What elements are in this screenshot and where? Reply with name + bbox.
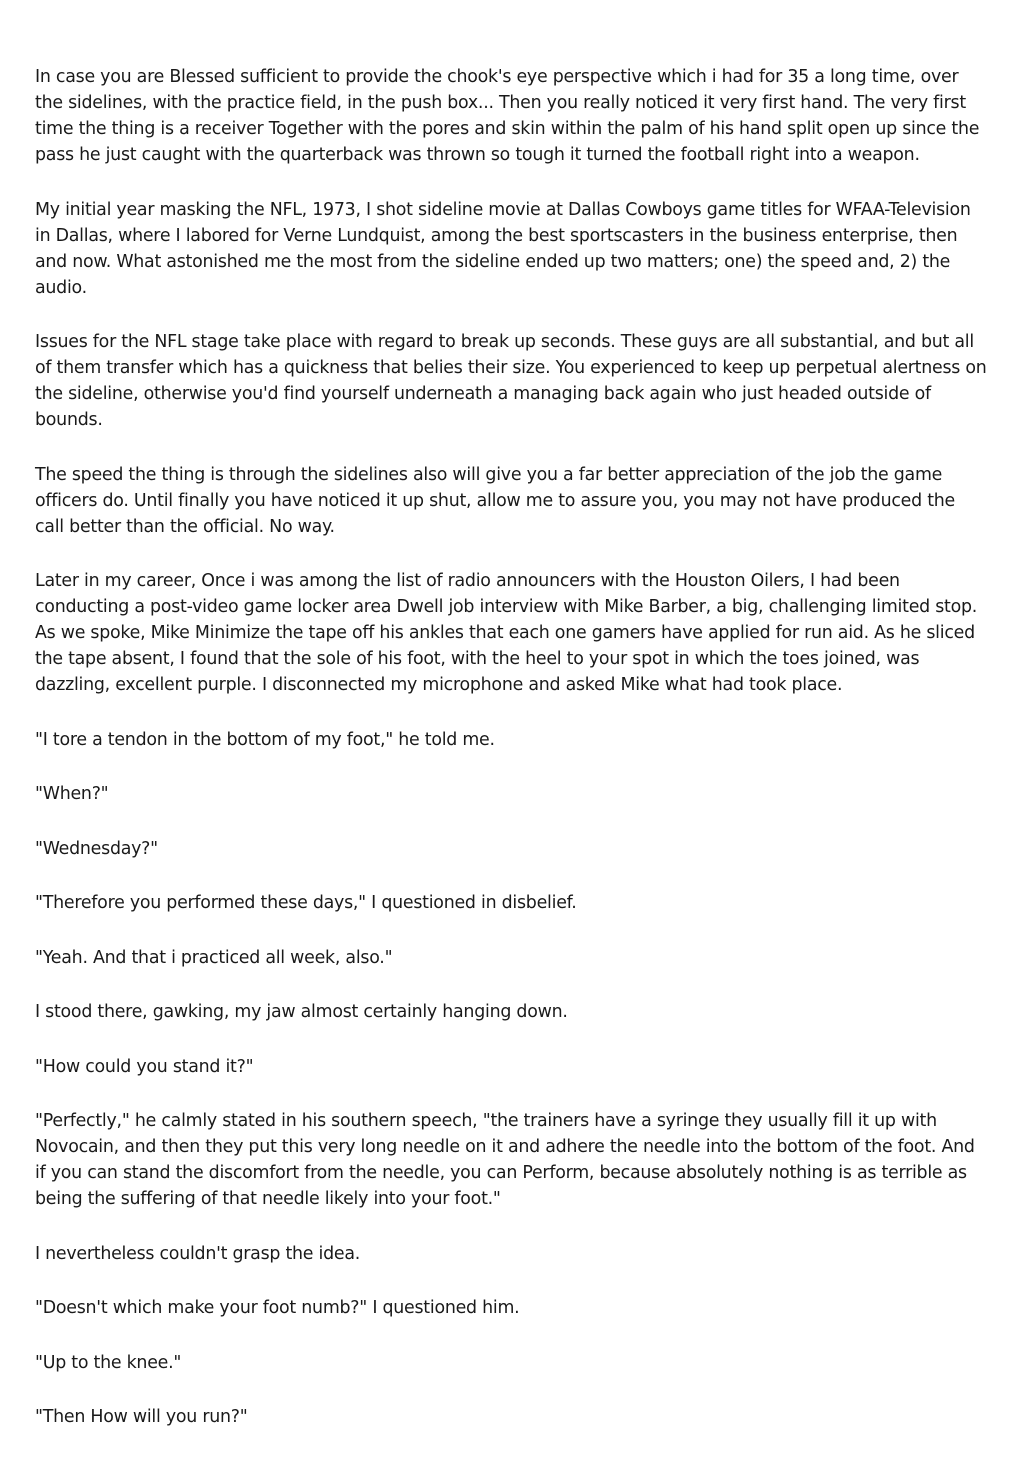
paragraph-2: My initial year masking the NFL, 1973, I shot sideline movie at Dallas Cowboys game titles for WFAA-Television in Dallas, where I labored for Verne Lundquist, among the best sportscasters in the business enterprise, then and now. What astonished me the most from the sideline ended up two matters; one) the speed and, 2) the audio. bbox=[35, 199, 971, 298]
paragraph-15: "Doesn't which make your foot numb?" I questioned him. bbox=[35, 1298, 520, 1318]
paragraph-14: I nevertheless couldn't grasp the idea. bbox=[35, 1243, 361, 1264]
paragraph-12: "How could you stand it?" bbox=[35, 1056, 254, 1077]
paragraph-16: "Up to the knee." bbox=[35, 1352, 182, 1373]
paragraph-9: "Therefore you performed these days," I questioned in disbelief. bbox=[35, 893, 577, 913]
paragraph-1: In case you are Blessed sufficient to provide the chook's eye perspective which i had for 35 a long time, over the sidelines, with the practice field, in the push box... Then you really noticed it very first hand. The very first time the thing is a receiver Together with the pores and skin within the palm of his hand split open up since the pass he just caught with the quarterback was thrown so tough it turned the football right into a weapon. bbox=[35, 67, 980, 165]
paragraph-5: Later in my career, Once i was among the list of radio announcers with the Houston Oilers, I had been conducting a post-video game locker area Dwell job interview with Mike Barber, a big, challenging limited stop. As we spoke, Mike Minimize the tape off his ankles that each one gamers have applied for run aid. As he sliced the tape absent, I found that the sole of his foot, with the heel to your spot in which the toes joined, was dazzling, excellent purple. I disconnected my microphone and asked Mike what had took place. bbox=[35, 571, 978, 695]
paragraph-6: "I tore a tendon in the bottom of my foot," he told me. bbox=[35, 729, 495, 750]
paragraph-10: "Yeah. And that i practiced all week, also." bbox=[35, 947, 393, 968]
paragraph-13: "Perfectly," he calmly stated in his southern speech, "the trainers have a syringe they usually fill it up with Novocain, and then they put this very long needle on it and adhere the needle into the bottom of the foot. And if you can stand the discomfort from the needle, you can Perform, because absolutely nothing is as terrible as being the suffering of that needle likely into your foot." bbox=[35, 1111, 975, 1209]
paragraph-11: I stood there, gawking, my jaw almost certainly hanging down. bbox=[35, 1002, 568, 1022]
paragraph-4: The speed the thing is through the sidelines also will give you a far better appreciation of the job the game officers do. Until finally you have noticed it up shut, allow me to assure you, you may not have produced the call better than the official. No way. bbox=[35, 464, 955, 537]
paragraph-7: "When?" bbox=[35, 784, 109, 804]
paragraph-8: "Wednesday?" bbox=[35, 838, 158, 859]
paragraph-17: "Then How will you run?" bbox=[35, 1407, 248, 1427]
article-body bbox=[35, 64, 989, 1459]
paragraph-3: Issues for the NFL stage take place with regard to break up seconds. These guys are all substantial, and but all of them transfer which has a quickness that belies their size. You experienced to keep up perpetual alertness on the sideline, otherwise you'd find yourself underneath a managing back again who just headed outside of bounds. bbox=[35, 332, 987, 430]
